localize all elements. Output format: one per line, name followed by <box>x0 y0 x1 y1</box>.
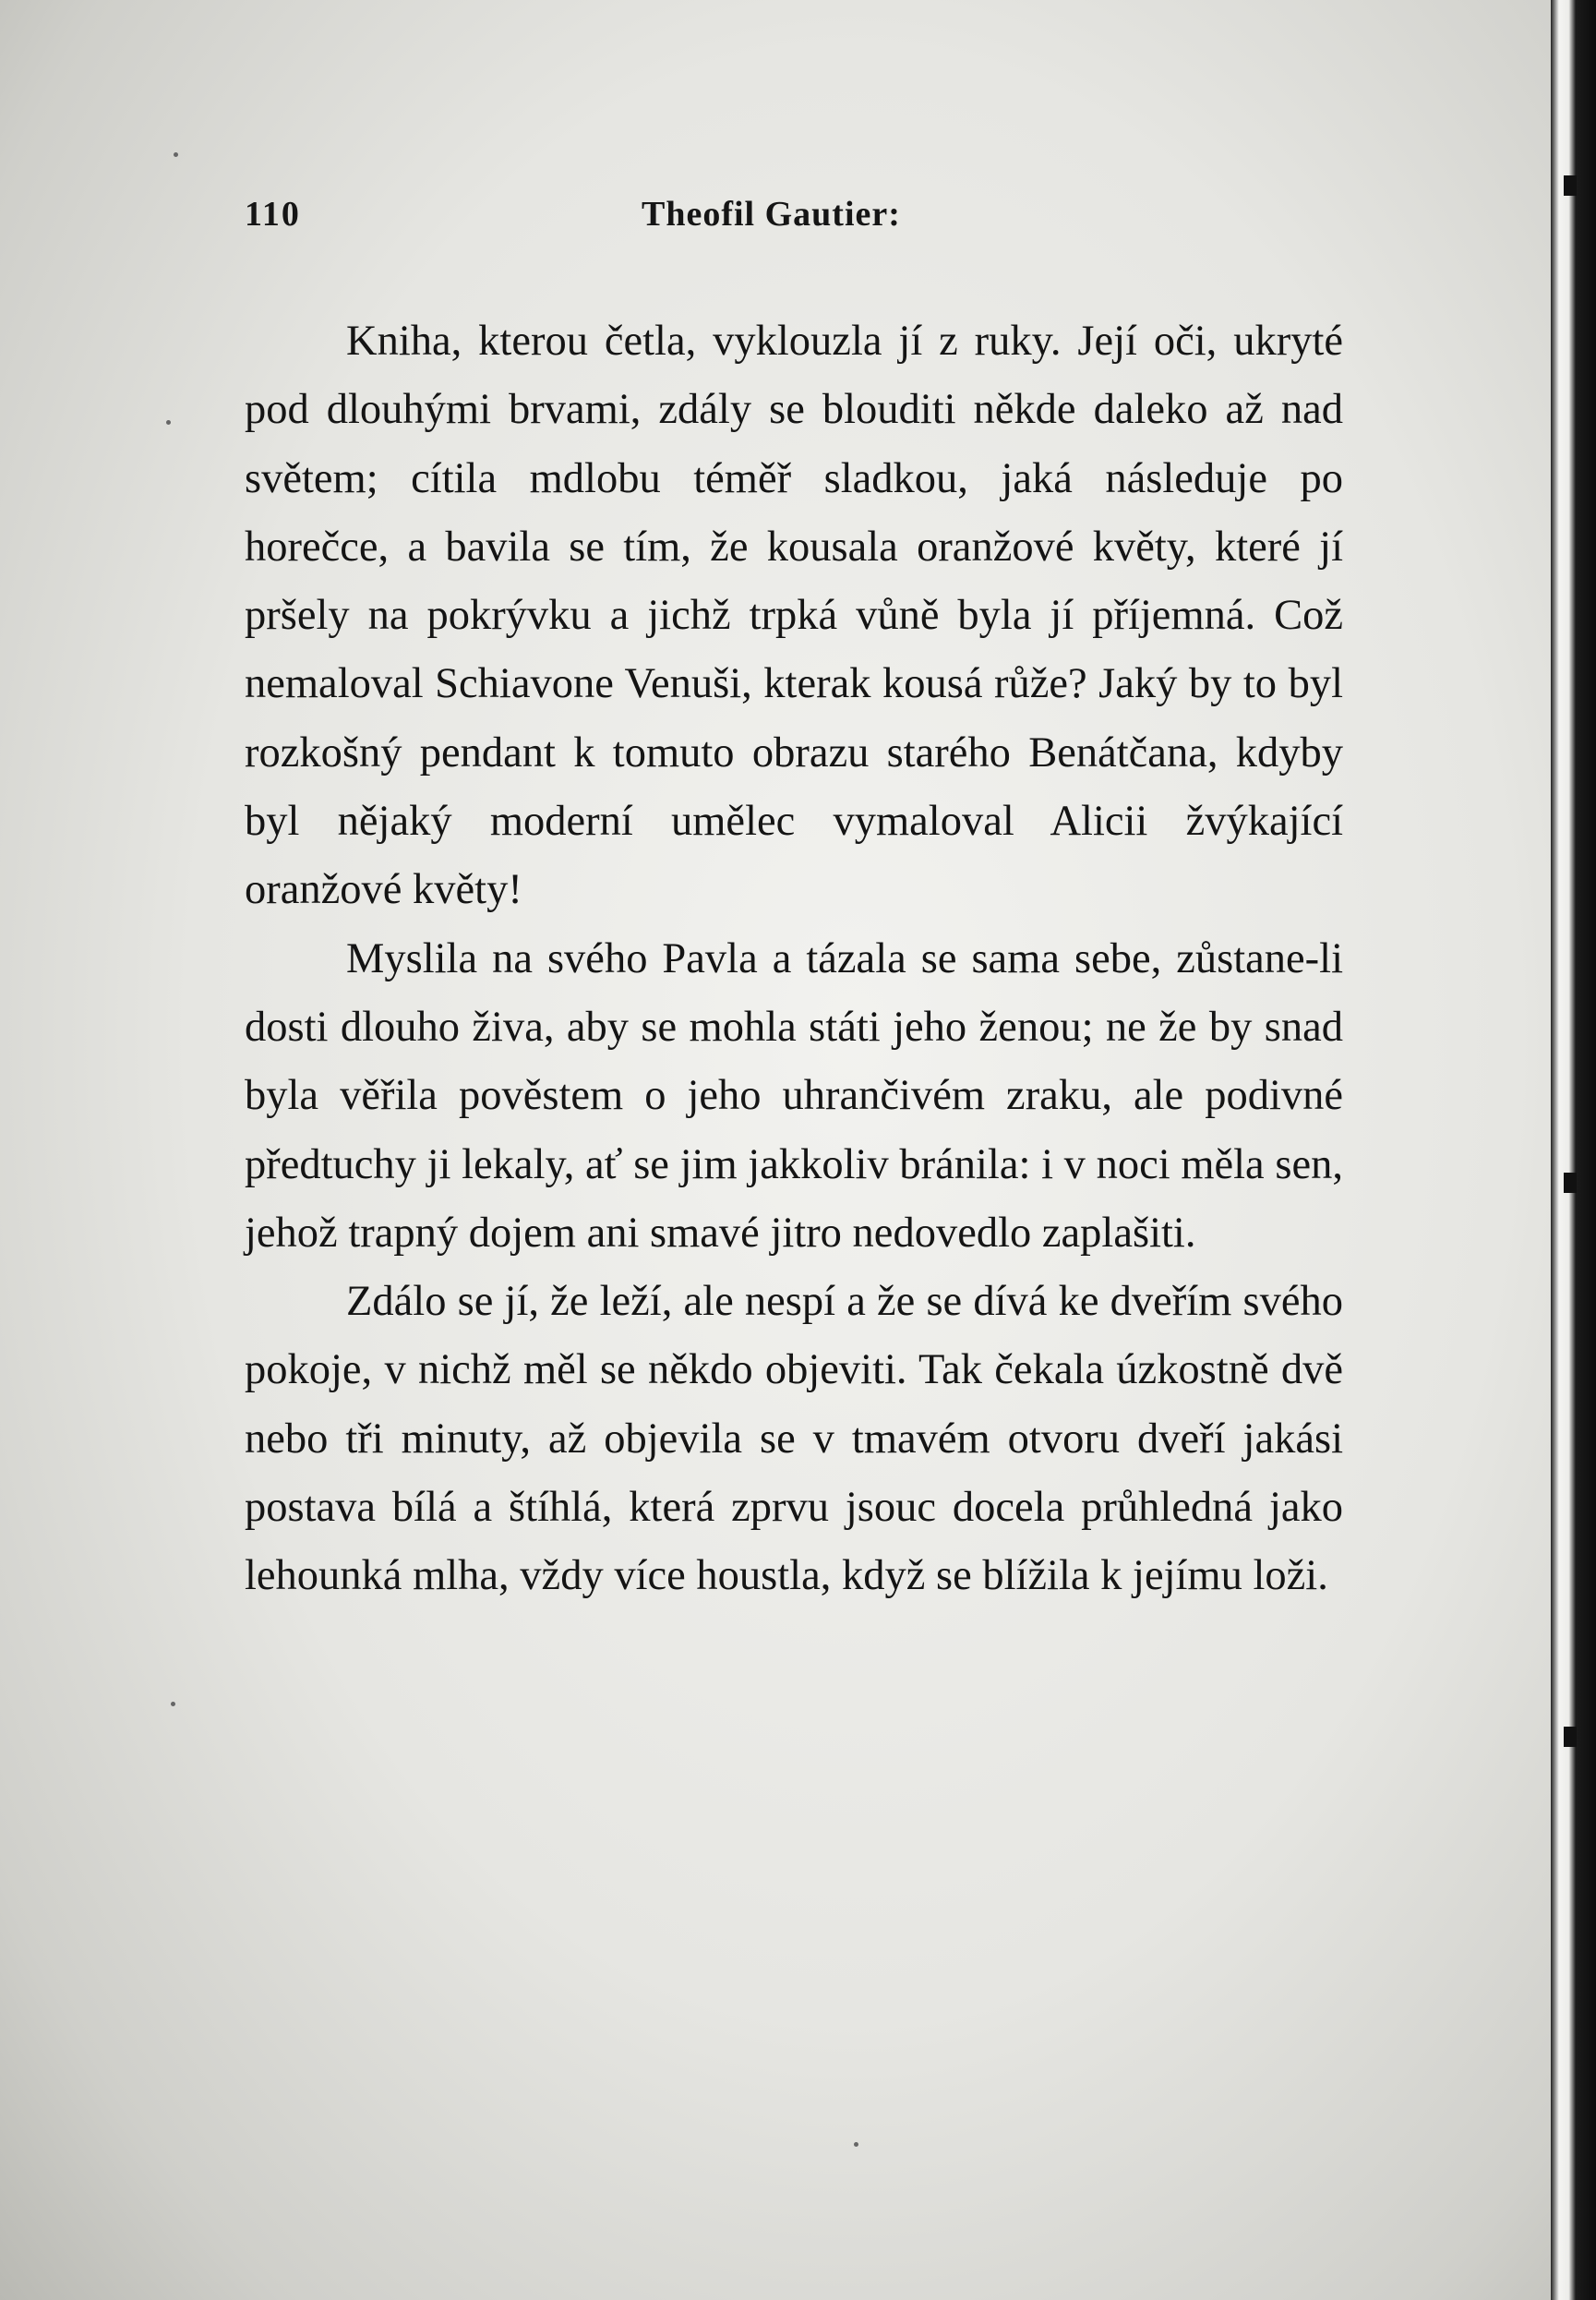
paper-speck <box>166 420 171 425</box>
running-title: Theofil Gautier: <box>642 195 901 234</box>
edge-mark <box>1564 1173 1577 1193</box>
edge-mark <box>1564 1727 1577 1747</box>
page-header <box>245 194 1343 240</box>
page-number: 110 <box>245 195 301 234</box>
book-edge <box>1551 0 1596 2300</box>
paper-speck <box>174 152 178 157</box>
paragraph: Zdálo se jí, že leží, ale nespí a že se dívá ke dveřím svého pokoje, v nichž měl se někdo objeviti. Tak čekala úzkostně dvě nebo tři minuty, až objevila se v tmavém otvoru dveří jakási postava bílá a štíhlá, která zprvu jsouc docela průhledná jako lehounká mlha, vždy více houstla, když se blížila k jejímu loži. <box>245 1278 1343 1600</box>
paragraph: Kniha, kterou četla, vyklouzla jí z ruky. Její oči, ukryté pod dlouhými brvami, zdály se blouditi někde daleko až nad světem; cítila mdlobu téměř sladkou, jaká následuje po horečce, a bavila se tím, že kousala oranžové květy, které jí pršely na pokrývku a jichž trpká vůně byla jí příjemná. Což nemaloval Schiavone Venuši, kterak kousá růže? Jaký by to byl rozkošný pendant k tomuto obrazu starého Benátčana, kdyby byl nějaký moderní umělec vymaloval Alicii žvýkající oranžové květy! <box>245 318 1343 914</box>
paragraph: Myslila na svého Pavla a tázala se sama sebe, zůstane-li dosti dlouho živa, aby se mohla státi jeho ženou; ne že by snad byla věřila pověstem o jeho uhrančivém zraku, ale podivné předtuchy ji lekaly, ať se jim jakkoliv bránila: i v noci měla sen, jehož trapný dojem ani smavé jitro nedovedlo zaplašiti. <box>245 934 1343 1257</box>
edge-mark <box>1564 175 1577 196</box>
paper-speck <box>171 1702 175 1706</box>
body-text <box>245 307 1343 1611</box>
paper-speck <box>854 2142 858 2147</box>
